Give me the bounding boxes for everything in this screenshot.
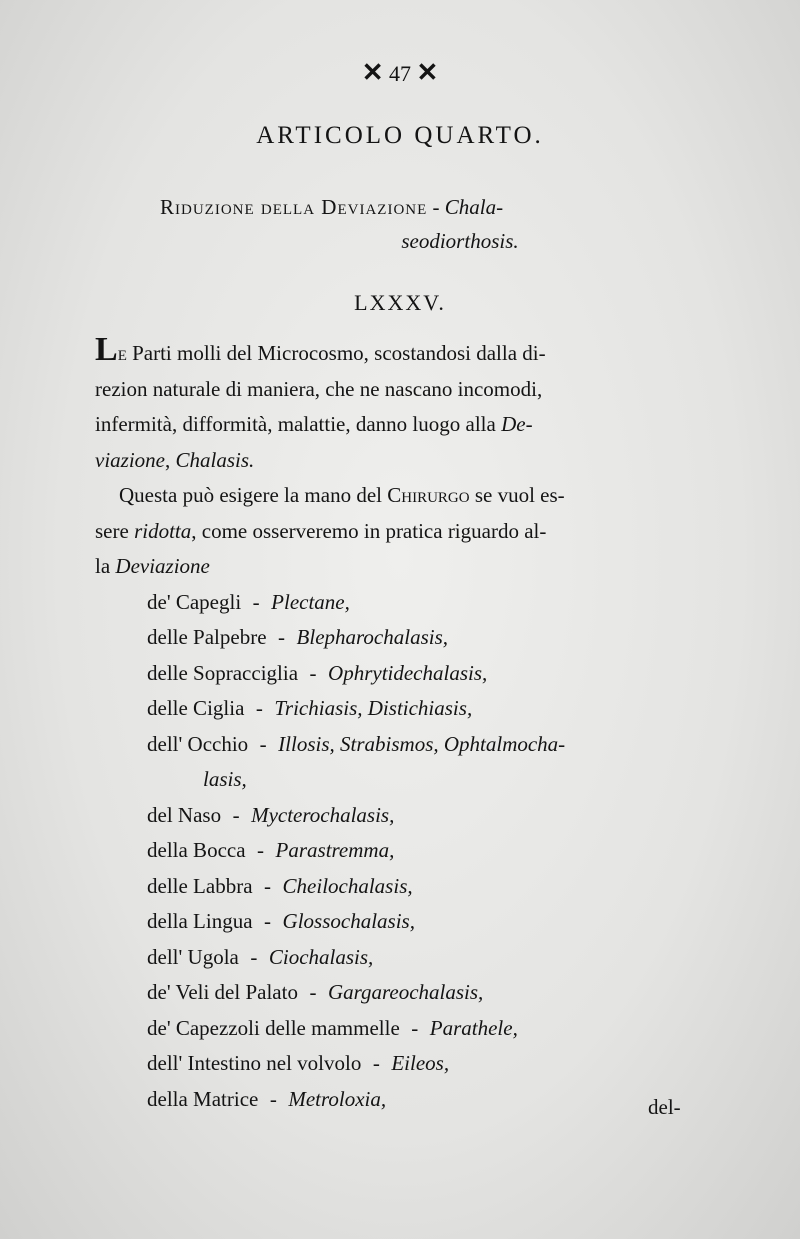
catchword: del- [648, 1095, 681, 1119]
list-part: dell' Ugola [147, 944, 239, 969]
list-item [95, 1082, 705, 1118]
p1-line4-italic: viazione [95, 447, 165, 472]
list-separator: - [309, 980, 317, 1004]
subtitle-term-part2: seodiorthosis. [401, 229, 519, 253]
list-item [95, 798, 705, 834]
list-item [95, 656, 705, 692]
subtitle-heading: Riduzione della Deviazione [160, 195, 428, 219]
p1-line4-sep: , [164, 447, 176, 472]
list-term: Illosis, Strabismos, Ophtalmocha- [278, 731, 566, 756]
list-term: Cheilochalasis, [282, 873, 413, 898]
list-part: della Matrice [147, 1086, 259, 1111]
p2-chirurgo: Chirurgo [387, 483, 470, 507]
list-part: delle Labbra [147, 873, 253, 898]
ornament-left: ✕ [361, 58, 384, 87]
section-numeral: LXXXV. [354, 290, 446, 315]
list-item [95, 620, 705, 656]
list-part: dell' Occhio [147, 731, 249, 756]
page-number: 47 [389, 61, 411, 86]
p2-line2-end: , come osserveremo in pratica riguardo al- [191, 518, 547, 543]
list-item-continuation [95, 762, 705, 798]
p1-line2: rezion naturale di maniera, che ne nascano incomodi, [95, 376, 543, 401]
list-item [95, 1011, 705, 1047]
list-separator: - [278, 625, 286, 649]
p1-line3-italic: De- [501, 412, 533, 436]
list-separator: - [372, 1051, 380, 1075]
subtitle-dash: - [432, 195, 440, 219]
list-term: Gargareochalasis, [327, 980, 484, 1004]
p2-line1-end: se vuol es- [469, 483, 565, 507]
paragraph-1 [95, 331, 705, 478]
list-item [95, 727, 705, 763]
list-separator: - [257, 838, 265, 862]
list-part: del Naso [147, 802, 222, 827]
list-part: delle Palpebre [147, 625, 267, 649]
p1-line1: Parti molli del Microcosmo, scostandosi dalla di- [126, 341, 546, 365]
list-separator: - [269, 1086, 277, 1111]
list-term: Ciochalasis, [268, 944, 374, 969]
drop-capital: L [95, 331, 118, 368]
list-item [95, 975, 705, 1011]
list-term: Mycterochalasis, [251, 802, 395, 827]
dropcap-rest: e [117, 341, 127, 365]
p2-line2: sere [95, 518, 135, 543]
list-separator: - [264, 909, 272, 933]
list-separator: - [232, 802, 240, 827]
list-term: Plectane, [271, 589, 350, 614]
p2-line3-italic: Deviazione [115, 554, 210, 578]
p1-line3: infermità, difformità, malattie, danno luogo alla [95, 412, 502, 436]
list-term: Glossochalasis, [282, 909, 415, 933]
list-separator: - [264, 873, 272, 898]
list-term: Parathele, [429, 1015, 518, 1040]
list-part: dell' Intestino nel volvolo [147, 1051, 362, 1075]
list-item [95, 869, 705, 905]
list-term: Parastremma, [275, 838, 395, 862]
list-part: della Lingua [147, 909, 253, 933]
paragraph-2 [95, 478, 705, 514]
list-item [95, 585, 705, 621]
list-separator: - [309, 660, 317, 685]
body-text [95, 331, 705, 1117]
list-part: della Bocca [147, 838, 246, 862]
article-title: ARTICOLO QUARTO. [256, 122, 544, 149]
list-item [95, 940, 705, 976]
list-item [95, 833, 705, 869]
list-part: de' Capegli [147, 589, 242, 614]
list-item [95, 904, 705, 940]
list-part: delle Sopracciglia [147, 660, 299, 685]
list-term: Trichiasis, Distichiasis, [274, 696, 473, 720]
p2-line3: la [95, 554, 116, 578]
list-separator: - [255, 696, 263, 720]
list-separator: - [411, 1015, 419, 1040]
list-term: Eileos, [391, 1051, 450, 1075]
list-part: de' Veli del Palato [147, 980, 298, 1004]
p2-line1: Questa può esigere la mano del [119, 483, 388, 507]
article-subtitle [160, 190, 720, 258]
list-item [95, 691, 705, 727]
page-header [0, 58, 800, 88]
p2-line2-italic: ridotta [134, 518, 192, 543]
deviation-list [95, 585, 705, 1118]
list-part: delle Ciglia [147, 696, 245, 720]
list-part: de' Capezzoli delle mammelle [147, 1015, 400, 1040]
paragraph-2-cont [95, 514, 705, 585]
list-term: lasis, [203, 767, 247, 791]
subtitle-term-part1: Chala- [444, 195, 504, 219]
list-term: Blepharochalasis, [296, 625, 448, 649]
ornament-right: ✕ [416, 58, 439, 87]
list-term: Metroloxia, [288, 1086, 387, 1111]
list-separator: - [250, 944, 258, 969]
list-term: Ophrytidechalasis, [328, 660, 488, 685]
list-separator: - [259, 731, 267, 756]
list-separator: - [252, 589, 260, 614]
p1-line4-italic2: Chalasis. [175, 447, 255, 472]
list-item [95, 1046, 705, 1082]
